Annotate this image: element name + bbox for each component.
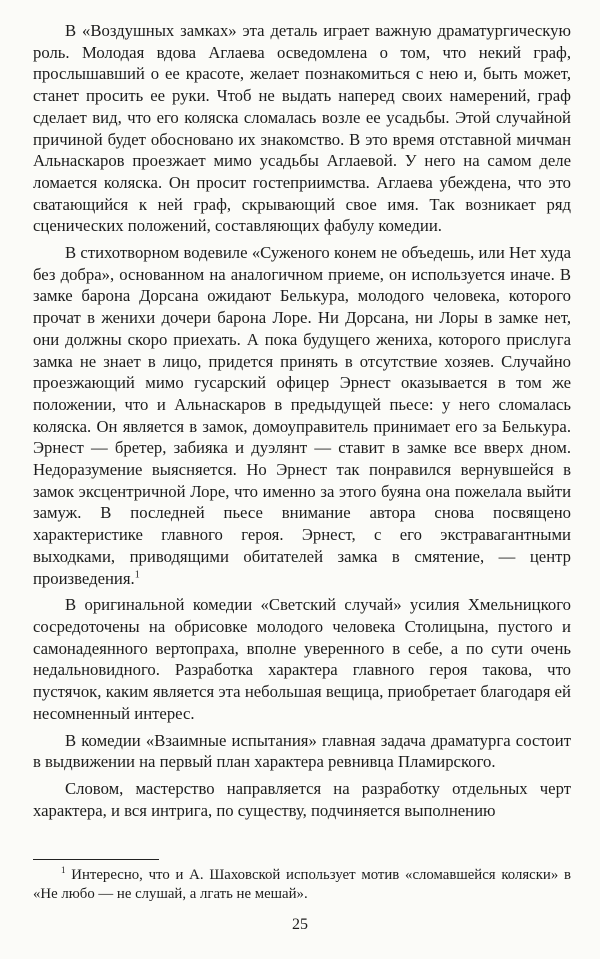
paragraph-1-text: В «Воздушных замках» эта деталь играет важную драматургическую роль. Молодая вдова Аглаева осведомлена о том, что некий граф, прослышавший о ее красоте, желает познакомиться с нею и, быть может, станет просить ее руки. Чтоб не выдать наперед своих намерений, граф сделает вид, что его коляска сломалась возле ее усадьбы. Этой случайной причиной будет обосновано их знакомство. В это время отставной мичман Альнаскаров проезжает мимо усадьбы Аглаевой. У него на самом деле ломается коляска. Он просит гостеприимства. Аглаева убеждена, что это сватающийся к ней граф, скрывающий свое имя. Так возникает ряд сценических положений, составляющих фабулу комедии. bbox=[33, 21, 571, 236]
footnote-marker: 1 bbox=[61, 865, 66, 876]
paragraph-1 bbox=[33, 20, 571, 237]
paragraph-4-text: В комедии «Взаимные испытания» главная задача драматурга состоит в выдвижении на первый план характера ревнивца Пламирского. bbox=[33, 730, 571, 772]
footnote-text: Интересно, что и А. Шаховской использует мотив «сломавшейся коляски» в «Не любо — не слушай, а лгать не мешай». bbox=[33, 867, 572, 902]
paragraph-3 bbox=[33, 594, 571, 724]
footnote-divider bbox=[33, 859, 159, 860]
paragraph-2 bbox=[33, 242, 571, 589]
paragraph-2-text: В стихотворном водевиле «Суженого конем не объедешь, или Нет худа без добра», основанном на аналогичном приеме, он используется иначе. В замке барона Дорсана ожидают Белькура, молодого человека, которого прочат в женихи дочери барона Лоре. Ни Дорсана, ни Лоры в замке нет, они должны скоро приехать. А пока будущего жениха, которого прислуга замка не знает в лицо, придется принять в отсутствие хозяев. Случайно проезжающий мимо гусарский офицер Эрнест оказывается в том же положении, что и Альнаскаров в предыдущей пьесе: у него сломалась коляска. Он является в замок, домоуправитель принимает его за Белькура. Эрнест — бретер, забияка и дуэлянт — ставит в замке все вверх дном. Недоразумение выясняется. Но Эрнест так понравился вернувшейся в замок эксцентричной Лоре, что именно за этого буяна она пожелала выйти замуж. В последней пьесе внимание автора снова посвящено характеристике главного героя. Эрнест, с его экстравагантными выходками, приводящими обитателей замка в смятение, — центр произведения. bbox=[33, 243, 571, 588]
footnote-reference[interactable]: 1 bbox=[134, 569, 140, 581]
paragraph-5-text: Словом, мастерство направляется на разработку отдельных черт характера, и вся интрига, по существу, подчиняется выполнению bbox=[33, 778, 571, 820]
footnote bbox=[33, 866, 571, 904]
paragraph-5 bbox=[33, 778, 571, 821]
page-number: 25 bbox=[292, 916, 308, 933]
paragraph-4 bbox=[33, 730, 571, 773]
paragraph-3-text: В оригинальной комедии «Светский случай» усилия Хмельницкого сосредоточены на обрисовке молодого человека Столицына, пустого и самонадеянного вертопраха, вполне уверенного в себе, а по сути очень недальновидного. Разработка характера главного героя такова, что пустячок, каким является эта небольшая вещица, приобретает благодаря ей несомненный интерес. bbox=[33, 595, 571, 723]
page-body bbox=[33, 20, 571, 821]
